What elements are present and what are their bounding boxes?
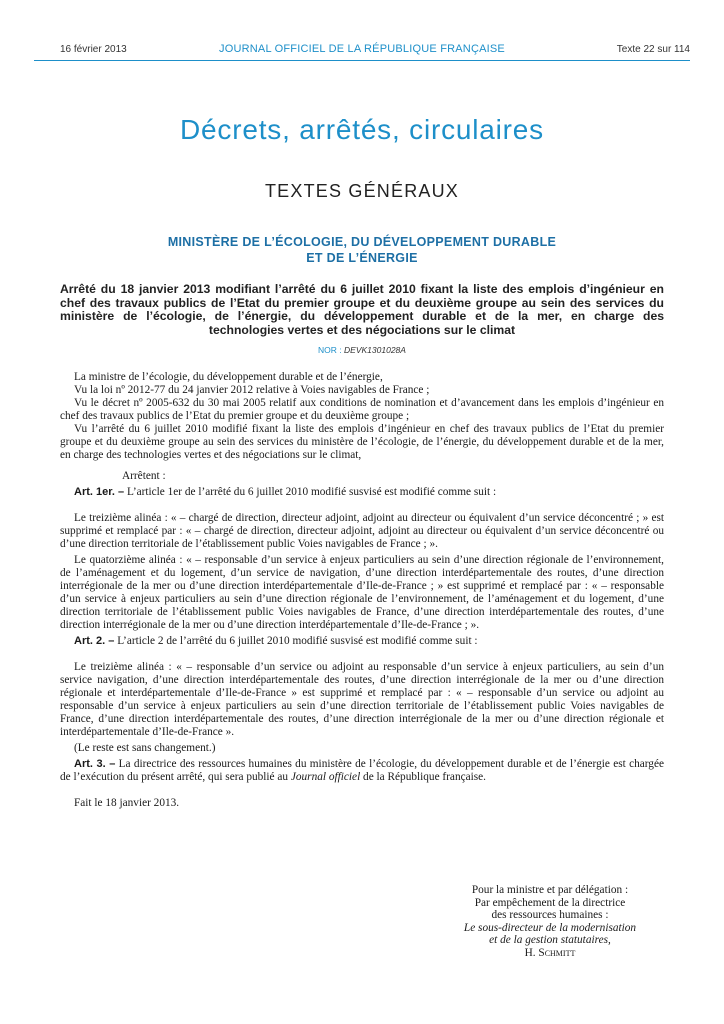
signature-line-1: Pour la ministre et par délégation :	[471, 884, 629, 896]
page-header	[34, 42, 690, 61]
section-title: Décrets, arrêtés, circulaires	[180, 114, 544, 145]
visa-loi: Vu la loi nº 2012-77 du 24 janvier 2012 relative à Voies navigables de France ;	[74, 384, 430, 396]
journal-officiel-link-text: Journal officiel	[290, 771, 361, 783]
journal-name: JOURNAL OFFICIEL DE LA RÉPUBLIQUE FRANÇAISE	[219, 43, 505, 55]
article-2-text: L’article 2 de l’arrêté du 6 juillet 2010 modifié susvisé est modifié comme suit :	[117, 635, 478, 647]
article-1-paragraph-2: Le quatorzième alinéa : « – responsable d’un service à enjeux particuliers au sein d’une direction régionale de l’environnement, de l’aménagement et du logement, d’un service de navigation, d’une direction interdépartementale des routes, d’une direction interrégionale de la mer ou d’une direction interdépartementale d’Ile-de-France ; » est supprimé et remplacé par : « – responsable d’un service à enjeux particuliers au sein d’une direction régionale de l’environnement, de l’aménagement et du logement, d’une direction territoriale de l’établissement public Voies navigables de France, d’une direction interdépartementale des routes, d’une direction interrégionale de la mer ou d’une direction interdépartementale d’Ile-de-France ; ».	[60, 554, 664, 631]
article-1-label: Art. 1er. –	[74, 486, 125, 498]
signature-line-5: et de la gestion statutaires,	[489, 934, 611, 947]
article-2-label: Art. 2. –	[74, 635, 115, 647]
text-number: Texte 22 sur 114	[616, 44, 690, 55]
nor-label: NOR :	[318, 345, 342, 355]
fait-le: Fait le 18 janvier 2013.	[74, 797, 180, 809]
nor-value: DEVK1301028A	[344, 345, 406, 355]
publication-date: 16 février 2013	[60, 44, 127, 55]
document-body	[60, 371, 664, 810]
visa-decret: Vu le décret nº 2005-632 du 30 mai 2005 relatif aux conditions de nomination et d’avancement dans les emplois d’ingénieur en chef des travaux publics de l’Etat du premier groupe et du deuxième groupe ;	[60, 397, 664, 422]
visa-minister: La ministre de l’écologie, du développement durable et de l’énergie,	[74, 371, 383, 383]
subsection-title: TEXTES GÉNÉRAUX	[264, 181, 460, 201]
article-2-paragraph-1: Le treizième alinéa : « – responsable d’un service ou adjoint au responsable d’un service à enjeux particuliers, au sein d’un service navigation, d’une direction interdépartementale des routes, d’une direction interrégionale de la mer ou d’une direction régionale et interdépartementale d’Ile-de-France » est supprimé et remplacé par : « – responsable d’un service ou adjoint au responsable d’un service à enjeux particuliers au sein d’une direction territoriale de l’établissement public Voies navigables de France, d’une direction interdépartementale des routes, d’une direction interrégionale de la mer ou d’une direction régionale et interdépartementale d’Ile-de-France ».	[60, 661, 664, 738]
arrete-title: Arrêté du 18 janvier 2013 modifiant l’arrêté du 6 juillet 2010 fixant la liste des emplois d’ingénieur en chef des travaux publics de l’Etat du premier groupe et du deuxième groupe au sein des services du ministère de l’écologie, de l’énergie, du développement durable et de la mer, en charge des technologies vertes et des négociations sur le climat	[60, 282, 664, 337]
nor-reference	[0, 345, 724, 355]
article-1	[60, 486, 664, 499]
signature-block	[430, 884, 670, 960]
article-3	[60, 758, 664, 784]
signature-line-4: Le sous-directeur de la modernisation	[463, 921, 637, 934]
signatory-name: H. Schmitt	[524, 946, 576, 959]
ministry-line-2: ET DE L’ÉNERGIE	[306, 251, 418, 265]
article-2	[60, 635, 664, 648]
article-3-label: Art. 3. –	[74, 758, 116, 770]
arretent: Arrêtent :	[122, 470, 166, 482]
article-3-text-after: de la République française.	[360, 771, 487, 783]
article-1-paragraph-1: Le treizième alinéa : « – chargé de direction, directeur adjoint, adjoint au directeur ou équivalent d’un service déconcentré ; » est supprimé et remplacé par : « – chargé de direction, directeur adjoint, adjoint au directeur ou équivalent d’un service déconcentré ou d’une direction territoriale de l’établissement public Voies navigables de France ; ».	[60, 512, 664, 550]
article-2-reste: (Le reste est sans changement.)	[74, 742, 216, 754]
signature-line-2: Par empêchement de la directrice	[474, 896, 626, 909]
ministry-line-1: MINISTÈRE DE L’ÉCOLOGIE, DU DÉVELOPPEMENT DURABLE	[167, 235, 557, 249]
visa-arrete: Vu l’arrêté du 6 juillet 2010 modifié fixant la liste des emplois d’ingénieur en chef des travaux publics de l’Etat du premier groupe et du deuxième groupe au sein des services du ministère de l’écologie, de l’énergie, du développement durable et de la mer, en charge des technologies vertes et des négociations sur le climat,	[60, 423, 664, 461]
article-3-text-before: La directrice des ressources humaines du ministère de l’écologie, du développement durable et de l’énergie est chargée de l’exécution du présent arrêté, qui sera publié au	[60, 758, 664, 783]
signature-line-3: des ressources humaines :	[491, 909, 609, 922]
ministry-heading	[0, 234, 724, 266]
article-1-text: L’article 1er de l’arrêté du 6 juillet 2010 modifié susvisé est modifié comme suit :	[126, 486, 497, 498]
